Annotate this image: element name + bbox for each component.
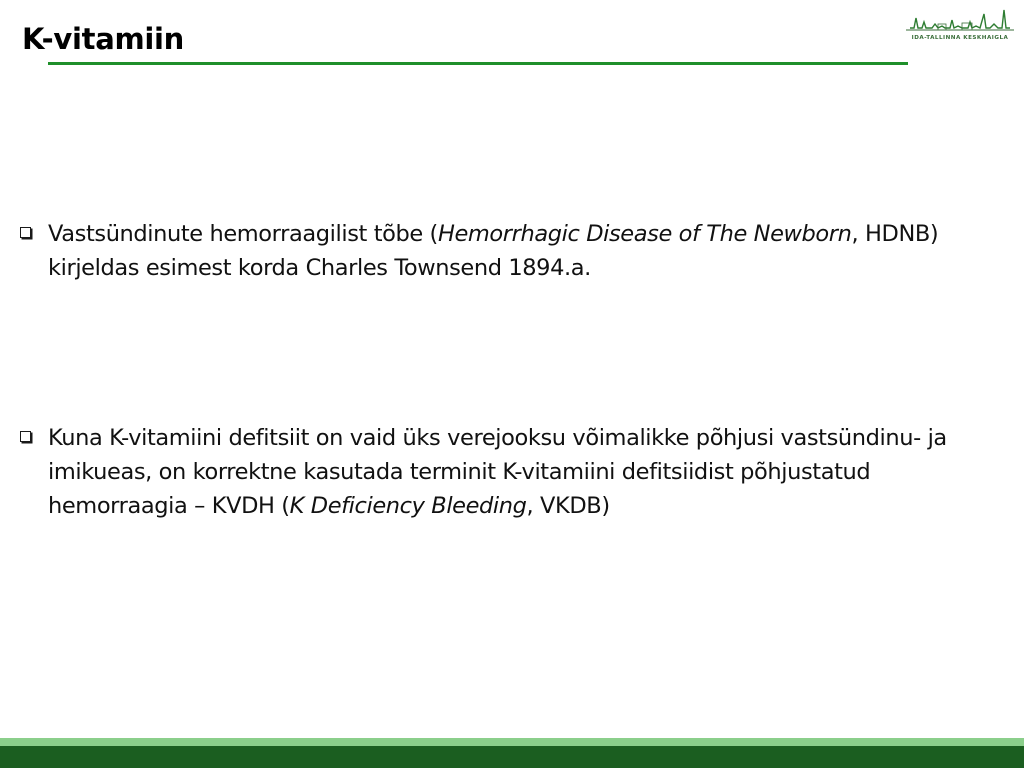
logo-text: IDA-TALLINNA KESKHAIGLA [911,35,1009,41]
slide-title: K-vitamiin [22,22,185,56]
bullet-text [48,217,1010,285]
checkbox-bullet-icon [20,227,31,238]
footer-band-dark [0,746,1024,768]
bullet-text-part: , HDNB) kirjeldas esimest korda Charles Townsend 1894.a. [48,221,939,281]
bullet-text [48,421,1010,523]
bullet-text-italic: K Deficiency Bleeding [289,493,527,519]
checkbox-bullet-icon [20,431,31,442]
bullet-text-italic: Hemorrhagic Disease of The Newborn [437,221,852,247]
ecg-skyline-icon [902,4,1018,34]
bullet-text-part: , VKDB) [526,493,610,519]
bullet-text-part: Kuna K-vitamiini defitsiit on vaid üks verejooksu võimalikke põhjusi vastsündinu- ja imikueas, on korrektne kasutada terminit K-vitamiini defitsiidist põhjustatud hemorraagia – KVDH ( [48,425,947,519]
footer-band-light [0,738,1024,746]
title-underline [48,62,908,65]
bullet-item [20,421,1010,523]
bullet-text-part: Vastsündinute hemorraagilist tõbe ( [48,221,438,247]
hospital-logo [902,4,1018,48]
bullet-item [20,217,1010,285]
